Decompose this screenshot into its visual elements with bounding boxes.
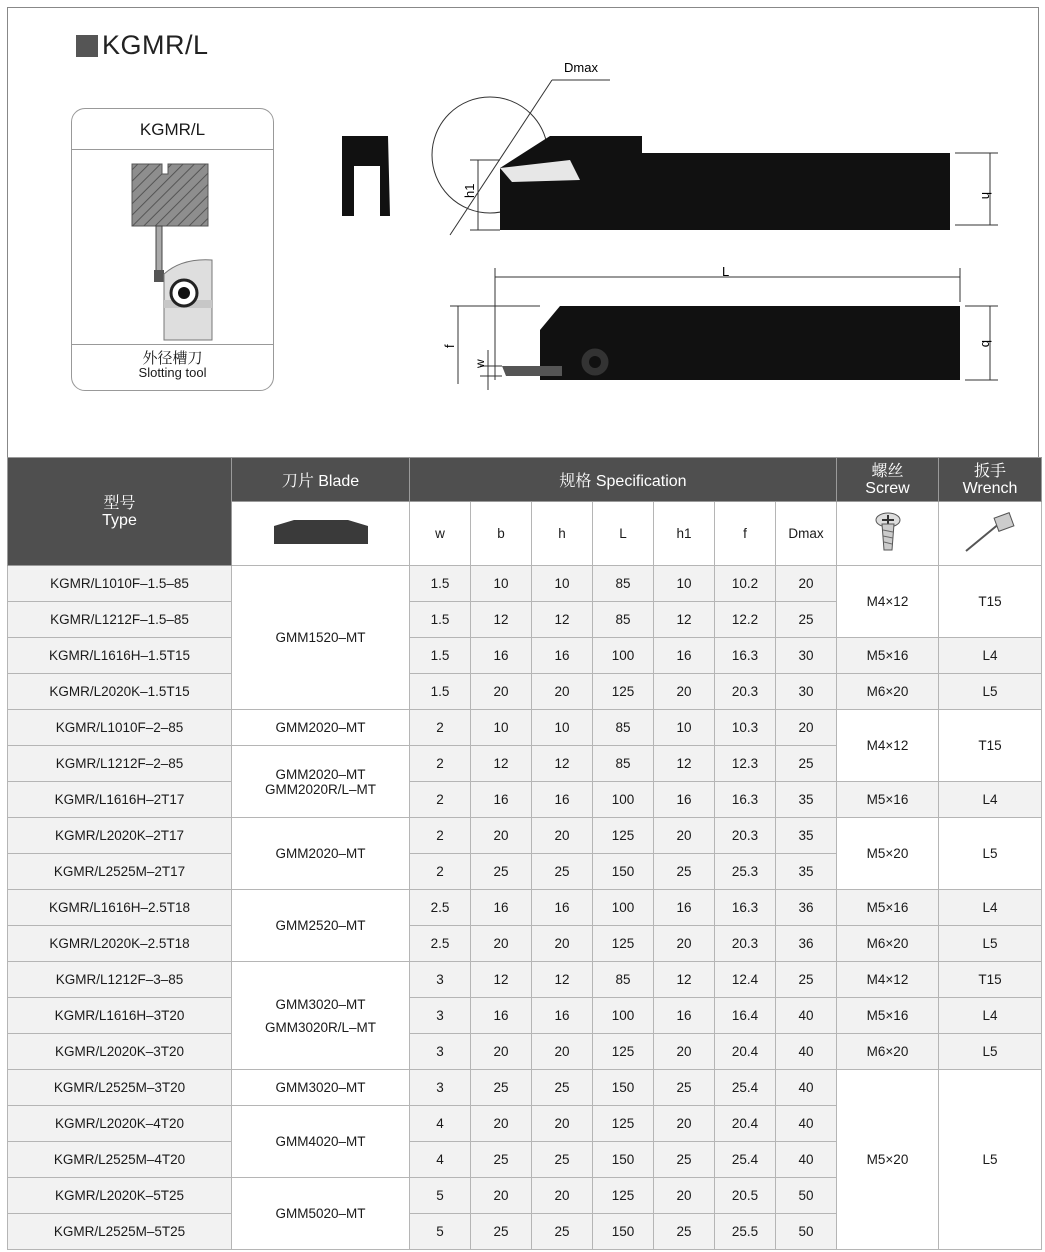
spec-cell: 4	[410, 1142, 471, 1178]
spec-cell: 10	[654, 710, 715, 746]
spec-cell: 16	[654, 998, 715, 1034]
spec-cell: 30	[776, 674, 837, 710]
spec-cell: 150	[593, 1142, 654, 1178]
col-L: L	[593, 502, 654, 566]
wrench-image-cell	[939, 502, 1042, 566]
spec-cell: 5	[410, 1214, 471, 1250]
type-cell: KGMR/L2020K–2T17	[8, 818, 232, 854]
table-row	[8, 962, 1042, 998]
spec-cell: 100	[593, 998, 654, 1034]
holder-side-view	[450, 268, 998, 390]
card-footer: 外径槽刀 Slotting tool	[72, 344, 273, 390]
type-cell: KGMR/L2525M–4T20	[8, 1142, 232, 1178]
spec-cell: 12.4	[715, 962, 776, 998]
table-row	[8, 782, 1042, 818]
spec-cell: 25	[654, 1070, 715, 1106]
spec-cell: 10	[532, 710, 593, 746]
col-h1: h1	[654, 502, 715, 566]
screw-cell: M4×12	[837, 710, 939, 782]
header-screw: 螺丝 Screw	[837, 458, 939, 502]
label-dmax: Dmax	[564, 60, 598, 75]
blade-icon	[266, 514, 376, 550]
tool-dimension-drawing	[330, 40, 1030, 460]
screw-cell: M5×20	[837, 818, 939, 890]
label-h: h	[979, 192, 994, 200]
table-row	[8, 674, 1042, 710]
spec-cell: 12	[471, 746, 532, 782]
table-row	[8, 926, 1042, 962]
spec-cell: 150	[593, 1070, 654, 1106]
spec-cell: 125	[593, 818, 654, 854]
spec-cell: 10	[471, 566, 532, 602]
spec-cell: 100	[593, 638, 654, 674]
spec-cell: 1.5	[410, 602, 471, 638]
spec-cell: 25	[654, 1142, 715, 1178]
spec-cell: 10	[532, 566, 593, 602]
wrench-cell: T15	[939, 962, 1042, 998]
spec-cell: 2	[410, 710, 471, 746]
type-cell: KGMR/L1616H–1.5T15	[8, 638, 232, 674]
spec-cell: 20	[471, 1106, 532, 1142]
screw-cell: M6×20	[837, 1034, 939, 1070]
screw-cell: M5×16	[837, 782, 939, 818]
spec-cell: 50	[776, 1178, 837, 1214]
blade-cell	[232, 962, 410, 1070]
spec-cell: 25	[776, 962, 837, 998]
spec-cell: 20.3	[715, 818, 776, 854]
spec-cell: 16.3	[715, 890, 776, 926]
blade-cell: GMM3020–MT	[232, 1070, 410, 1106]
spec-cell: 25	[532, 1070, 593, 1106]
blade-name: GMM2020R/L–MT	[264, 781, 377, 797]
spec-cell: 40	[776, 1142, 837, 1178]
screw-cell: M6×20	[837, 926, 939, 962]
spec-cell: 30	[776, 638, 837, 674]
spec-cell: 25.3	[715, 854, 776, 890]
spec-cell: 36	[776, 890, 837, 926]
wrench-cell: T15	[939, 566, 1042, 638]
spec-cell: 100	[593, 890, 654, 926]
spec-cell: 20	[654, 1106, 715, 1142]
wrench-cell: T15	[939, 710, 1042, 782]
spec-cell: 12	[654, 602, 715, 638]
blade-cell	[232, 746, 410, 818]
spec-cell: 2	[410, 818, 471, 854]
screw-icon	[868, 510, 908, 554]
spec-cell: 20.4	[715, 1106, 776, 1142]
type-cell: KGMR/L2525M–3T20	[8, 1070, 232, 1106]
spec-cell: 12.2	[715, 602, 776, 638]
spec-cell: 20	[776, 710, 837, 746]
table-row	[8, 890, 1042, 926]
spec-cell: 10.3	[715, 710, 776, 746]
spec-cell: 20	[776, 566, 837, 602]
type-cell: KGMR/L1010F–2–85	[8, 710, 232, 746]
label-w: w	[473, 359, 487, 368]
spec-cell: 25	[776, 746, 837, 782]
spec-cell: 16	[471, 890, 532, 926]
spec-cell: 25	[532, 1142, 593, 1178]
spec-cell: 125	[593, 674, 654, 710]
spec-cell: 16	[654, 890, 715, 926]
spec-cell: 20	[471, 818, 532, 854]
spec-cell: 16	[471, 782, 532, 818]
spec-cell: 25	[654, 1214, 715, 1250]
spec-cell: 12	[532, 746, 593, 782]
spec-cell: 16	[532, 782, 593, 818]
header-type: 型号 Type	[8, 458, 232, 566]
spec-cell: 16.3	[715, 638, 776, 674]
spec-cell: 20	[471, 1178, 532, 1214]
spec-cell: 20	[654, 674, 715, 710]
wrench-cell: L5	[939, 926, 1042, 962]
wrench-cell: L5	[939, 818, 1042, 890]
blade-image-cell	[232, 502, 410, 566]
blade-cell: GMM2020–MT	[232, 818, 410, 890]
table-row	[8, 1034, 1042, 1070]
spec-cell: 16	[654, 782, 715, 818]
title-square-icon	[76, 35, 98, 57]
spec-cell: 20	[471, 926, 532, 962]
spec-cell: 2.5	[410, 926, 471, 962]
col-dmax: Dmax	[776, 502, 837, 566]
col-b: b	[471, 502, 532, 566]
spec-cell: 20	[654, 1034, 715, 1070]
spec-cell: 16	[532, 890, 593, 926]
header-blade: 刀片 Blade	[232, 458, 410, 502]
screw-image-cell	[837, 502, 939, 566]
spec-cell: 20	[532, 1106, 593, 1142]
label-f: f	[442, 344, 457, 348]
label-h1: h1	[462, 183, 477, 198]
table-row	[8, 566, 1042, 602]
type-cell: KGMR/L1212F–3–85	[8, 962, 232, 998]
wrench-cell: L4	[939, 638, 1042, 674]
blade-name: GMM3020–MT	[275, 996, 366, 1012]
spec-cell: 12	[471, 602, 532, 638]
spec-cell: 85	[593, 962, 654, 998]
spec-cell: 16	[471, 998, 532, 1034]
type-cell: KGMR/L2020K–3T20	[8, 1034, 232, 1070]
spec-cell: 85	[593, 566, 654, 602]
spec-cell: 2	[410, 782, 471, 818]
type-cell: KGMR/L2525M–5T25	[8, 1214, 232, 1250]
spec-cell: 20	[532, 926, 593, 962]
spec-cell: 125	[593, 1178, 654, 1214]
spec-cell: 35	[776, 818, 837, 854]
spec-cell: 16	[532, 638, 593, 674]
spec-cell: 100	[593, 782, 654, 818]
screw-cell: M6×20	[837, 674, 939, 710]
spec-cell: 25	[776, 602, 837, 638]
spec-table	[7, 457, 1042, 1250]
spec-cell: 150	[593, 854, 654, 890]
label-L: L	[722, 264, 730, 279]
spec-cell: 35	[776, 782, 837, 818]
spec-cell: 25	[471, 1142, 532, 1178]
type-cell: KGMR/L1010F–1.5–85	[8, 566, 232, 602]
table-row	[8, 710, 1042, 746]
spec-cell: 10	[654, 566, 715, 602]
spec-cell: 20	[471, 1034, 532, 1070]
wrench-icon	[960, 509, 1020, 555]
spec-cell: 125	[593, 1106, 654, 1142]
spec-cell: 3	[410, 1070, 471, 1106]
spec-cell: 85	[593, 602, 654, 638]
type-cell: KGMR/L1616H–2T17	[8, 782, 232, 818]
spec-cell: 25.4	[715, 1142, 776, 1178]
spec-cell: 20	[532, 674, 593, 710]
type-cell: KGMR/L2020K–4T20	[8, 1106, 232, 1142]
page-title: KGMR/L	[76, 30, 209, 61]
spec-cell: 40	[776, 1106, 837, 1142]
spec-cell: 20.3	[715, 674, 776, 710]
wrench-cell: L5	[939, 1034, 1042, 1070]
header-spec: 规格 Specification	[410, 458, 837, 502]
screw-cell: M5×20	[837, 1070, 939, 1250]
spec-cell: 1.5	[410, 566, 471, 602]
spec-cell: 12	[654, 962, 715, 998]
spec-cell: 40	[776, 1070, 837, 1106]
type-cell: KGMR/L1212F–2–85	[8, 746, 232, 782]
spec-cell: 4	[410, 1106, 471, 1142]
spec-cell: 25.5	[715, 1214, 776, 1250]
spec-cell: 40	[776, 1034, 837, 1070]
wrench-cell: L5	[939, 674, 1042, 710]
spec-cell: 16.3	[715, 782, 776, 818]
screw-cell: M4×12	[837, 566, 939, 638]
spec-cell: 2	[410, 854, 471, 890]
spec-cell: 10	[471, 710, 532, 746]
screw-cell: M5×16	[837, 998, 939, 1034]
type-cell: KGMR/L2525M–2T17	[8, 854, 232, 890]
blade-name: GMM2020–MT	[275, 766, 366, 782]
type-cell: KGMR/L1212F–1.5–85	[8, 602, 232, 638]
spec-cell: 25	[471, 1070, 532, 1106]
spec-cell: 35	[776, 854, 837, 890]
blade-cell: GMM4020–MT	[232, 1106, 410, 1178]
wrench-cell: L4	[939, 890, 1042, 926]
spec-cell: 12	[471, 962, 532, 998]
blade-cell: GMM5020–MT	[232, 1178, 410, 1250]
spec-cell: 85	[593, 710, 654, 746]
card-title: KGMR/L	[72, 109, 273, 150]
holder-top-view	[432, 80, 998, 235]
spec-cell: 50	[776, 1214, 837, 1250]
spec-cell: 20.3	[715, 926, 776, 962]
spec-cell: 25	[532, 1214, 593, 1250]
spec-cell: 25	[471, 854, 532, 890]
blade-cell: GMM1520–MT	[232, 566, 410, 710]
col-f: f	[715, 502, 776, 566]
header-wrench: 扳手 Wrench	[939, 458, 1042, 502]
spec-cell: 2.5	[410, 890, 471, 926]
spec-cell: 2	[410, 746, 471, 782]
spec-cell: 20	[471, 674, 532, 710]
col-w: w	[410, 502, 471, 566]
spec-cell: 25	[654, 854, 715, 890]
type-cell: KGMR/L1616H–3T20	[8, 998, 232, 1034]
spec-cell: 12.3	[715, 746, 776, 782]
spec-cell: 20	[654, 818, 715, 854]
type-cell: KGMR/L2020K–5T25	[8, 1178, 232, 1214]
slotting-tool-illustration	[72, 150, 274, 350]
spec-cell: 3	[410, 962, 471, 998]
spec-cell: 125	[593, 1034, 654, 1070]
tool-type-card	[71, 108, 274, 391]
spec-cell: 12	[532, 962, 593, 998]
label-b: b	[979, 340, 994, 348]
blade-side-view	[342, 136, 390, 216]
spec-cell: 3	[410, 998, 471, 1034]
spec-cell: 16	[532, 998, 593, 1034]
wrench-cell: L4	[939, 782, 1042, 818]
blade-cell: GMM2020–MT	[232, 710, 410, 746]
spec-cell: 1.5	[410, 674, 471, 710]
blade-name: GMM3020R/L–MT	[264, 1019, 377, 1035]
spec-cell: 20.5	[715, 1178, 776, 1214]
spec-cell: 20.4	[715, 1034, 776, 1070]
spec-cell: 36	[776, 926, 837, 962]
spec-cell: 16.4	[715, 998, 776, 1034]
screw-cell: M4×12	[837, 962, 939, 998]
table-row	[8, 1070, 1042, 1106]
spec-cell: 20	[654, 926, 715, 962]
spec-cell: 20	[532, 1034, 593, 1070]
spec-cell: 16	[471, 638, 532, 674]
wrench-cell: L4	[939, 998, 1042, 1034]
type-cell: KGMR/L2020K–1.5T15	[8, 674, 232, 710]
spec-cell: 85	[593, 746, 654, 782]
spec-cell: 40	[776, 998, 837, 1034]
spec-cell: 25	[471, 1214, 532, 1250]
spec-cell: 3	[410, 1034, 471, 1070]
table-row	[8, 638, 1042, 674]
spec-cell: 25	[532, 854, 593, 890]
spec-cell: 150	[593, 1214, 654, 1250]
spec-cell: 16	[654, 638, 715, 674]
screw-cell: M5×16	[837, 638, 939, 674]
spec-cell: 5	[410, 1178, 471, 1214]
spec-cell: 125	[593, 926, 654, 962]
spec-cell: 12	[532, 602, 593, 638]
wrench-cell: L5	[939, 1070, 1042, 1250]
table-row	[8, 998, 1042, 1034]
col-h: h	[532, 502, 593, 566]
spec-cell: 25.4	[715, 1070, 776, 1106]
spec-cell: 12	[654, 746, 715, 782]
type-cell: KGMR/L2020K–2.5T18	[8, 926, 232, 962]
spec-cell: 20	[654, 1178, 715, 1214]
spec-cell: 20	[532, 1178, 593, 1214]
spec-cell: 1.5	[410, 638, 471, 674]
spec-cell: 20	[532, 818, 593, 854]
type-cell: KGMR/L1616H–2.5T18	[8, 890, 232, 926]
screw-cell: M5×16	[837, 890, 939, 926]
blade-cell: GMM2520–MT	[232, 890, 410, 962]
table-row	[8, 818, 1042, 854]
spec-cell: 10.2	[715, 566, 776, 602]
